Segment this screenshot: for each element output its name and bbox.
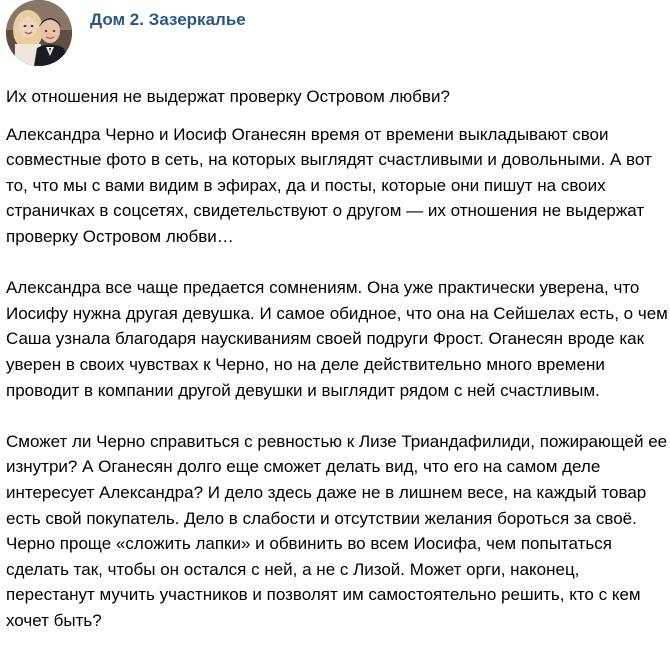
post-header	[6, 0, 656, 70]
post-paragraph: Сможет ли Черно справиться с ревностью к Лизе Триандафилиди, пожирающей ее изнутри? А Оганесян долго еще сможет делать вид, что его на самом деле интересует Александра? И дело здесь даже не в лишнем весе, на каждый товар есть свой покупатель. Дело в слабости и отсутствии желания бороться за своё. Черно проще «сложить лапки» и обвинить во всем Иосифа, чем попытаться сделать так, чтобы он остался с ней, а не с Лизой. Может орги, наконец, перестанут мучить участников и позволят им самостоятельно решить, кто с кем хочет быть?	[6, 431, 668, 630]
community-avatar-image	[6, 0, 72, 66]
community-avatar[interactable]	[6, 0, 72, 66]
community-name-link[interactable]: Дом 2. Зазеркалье	[90, 10, 246, 29]
post-headline: Их отношения не выдержат проверку Островом любви?	[6, 87, 450, 106]
post-paragraph: Александра Черно и Иосиф Оганесян время от времени выкладывают свои совместные фото в сеть, на которых выглядят счастливыми и довольными. А вот то, что мы с вами видим в эфирах, да и посты, которые они пишут на своих страничках в соцсетях, свидетельствуют о другом — их отношения не выдержат проверку Островом любви…	[6, 124, 652, 246]
post-paragraph: Александра все чаще предается сомнениям. Она уже практически уверена, что Иосифу нужна другая девушка. И самое обидное, что она на Сейшелах есть, о чем Саша узнала благодаря наускиваниям своей подруги Фрост. Оганесян вроде как уверен в своих чувствах к Черно, но на деле действительно много времени проводит в компании другой девушки и выглядит рядом с ней счастливым.	[6, 278, 668, 400]
post-text	[6, 84, 668, 659]
